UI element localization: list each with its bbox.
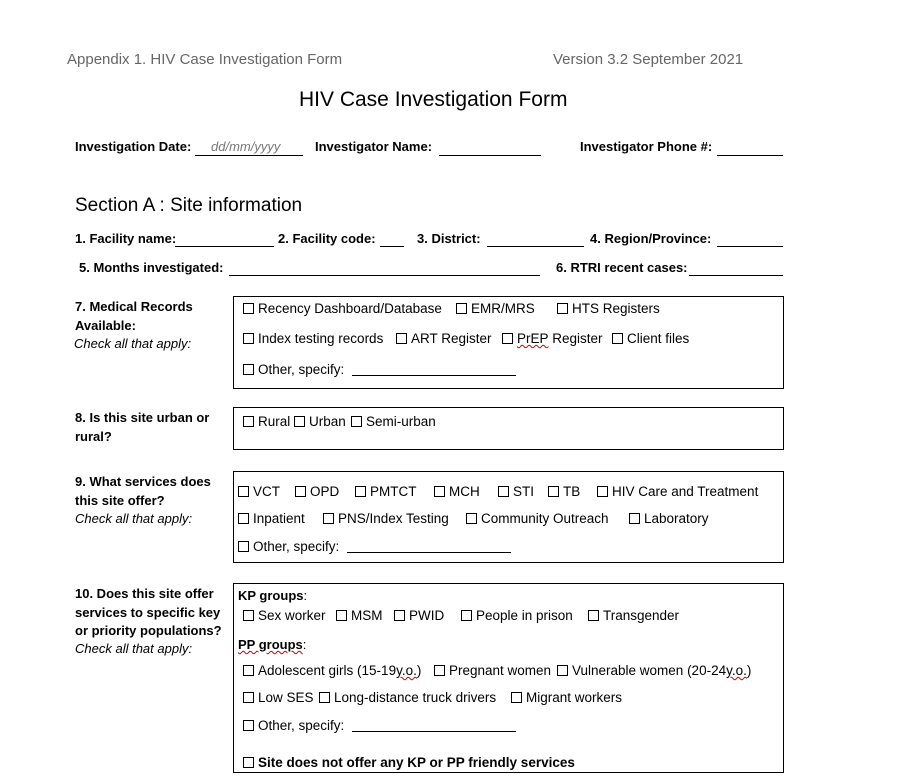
option-label: Site does not offer any KP or PP friendly services bbox=[258, 755, 575, 770]
checkbox[interactable] bbox=[238, 486, 249, 497]
checkbox[interactable] bbox=[511, 692, 522, 703]
q9-label-line1: 9. What services does bbox=[75, 474, 211, 489]
facility-name-field[interactable] bbox=[175, 246, 274, 247]
checkbox[interactable] bbox=[461, 610, 472, 621]
checkbox[interactable] bbox=[238, 541, 249, 552]
option-adolescent-girls[interactable] bbox=[243, 663, 421, 678]
option-label: MSM bbox=[351, 608, 383, 623]
option-label: Pregnant women bbox=[449, 663, 552, 678]
facility-code-label: 2. Facility code: bbox=[278, 231, 376, 246]
option-tb[interactable] bbox=[548, 484, 580, 499]
investigator-phone-label: Investigator Phone #: bbox=[580, 139, 713, 154]
option-semi-urban[interactable] bbox=[351, 414, 436, 429]
option-transgender[interactable] bbox=[588, 608, 679, 623]
option-index-testing-records[interactable] bbox=[243, 331, 383, 346]
option-label: EMR/MRS bbox=[471, 301, 535, 316]
checkbox[interactable] bbox=[243, 416, 254, 427]
option-label: Index testing records bbox=[258, 331, 384, 346]
option-label: Rural bbox=[258, 414, 291, 429]
checkbox[interactable] bbox=[243, 757, 254, 768]
option-label: ) bbox=[416, 663, 422, 678]
checkbox[interactable] bbox=[243, 720, 254, 731]
months-investigated-label: 5. Months investigated: bbox=[79, 260, 224, 275]
checkbox[interactable] bbox=[243, 303, 254, 314]
option-label: STI bbox=[513, 484, 535, 499]
option-community-outreach[interactable] bbox=[466, 511, 609, 526]
option-hiv-care[interactable] bbox=[597, 484, 758, 499]
pp-groups-title: PP groups: bbox=[238, 637, 307, 652]
option-other-specify[interactable] bbox=[243, 362, 516, 377]
checkbox[interactable] bbox=[588, 610, 599, 621]
option-pns-index-testing[interactable] bbox=[323, 511, 449, 526]
q10-label-line1: 10. Does this site offer bbox=[75, 586, 214, 601]
checkbox[interactable] bbox=[612, 333, 623, 344]
option-urban[interactable] bbox=[294, 414, 346, 429]
option-label: PWID bbox=[409, 608, 445, 623]
option-label: y.o. bbox=[396, 663, 417, 678]
version-header: Version 3.2 September 2021 bbox=[553, 51, 744, 68]
option-label: y.o. bbox=[726, 663, 747, 678]
checkbox[interactable] bbox=[243, 692, 254, 703]
option-emr-mrs[interactable] bbox=[456, 301, 535, 316]
q10-hint: Check all that apply: bbox=[75, 641, 193, 656]
other-specify-field[interactable] bbox=[352, 719, 516, 732]
checkbox[interactable] bbox=[319, 692, 330, 703]
checkbox[interactable] bbox=[434, 665, 445, 676]
option-vct[interactable] bbox=[238, 484, 280, 499]
option-hts-registers[interactable] bbox=[557, 301, 660, 316]
option-label: PNS/Index Testing bbox=[338, 511, 449, 526]
option-people-in-prison[interactable] bbox=[461, 608, 573, 623]
option-other-specify[interactable] bbox=[238, 539, 511, 554]
checkbox[interactable] bbox=[597, 486, 608, 497]
option-label: Low SES bbox=[258, 690, 314, 705]
option-label: ART Register bbox=[411, 331, 492, 346]
other-specify-field[interactable] bbox=[347, 540, 511, 553]
other-specify-field[interactable] bbox=[352, 363, 516, 376]
option-label: VCT bbox=[253, 484, 280, 499]
checkbox[interactable] bbox=[323, 513, 334, 524]
checkbox[interactable] bbox=[394, 610, 405, 621]
q8-label-line2: rural? bbox=[75, 429, 112, 444]
option-art-register[interactable] bbox=[396, 331, 492, 346]
checkbox[interactable] bbox=[238, 513, 249, 524]
kp-groups-title: KP groups: bbox=[238, 588, 308, 603]
district-field[interactable] bbox=[487, 246, 584, 247]
option-label: HTS Registers bbox=[572, 301, 660, 316]
option-label: Adolescent girls (15-19 bbox=[258, 663, 397, 678]
district-label: 3. District: bbox=[417, 231, 481, 246]
option-label: TB bbox=[563, 484, 581, 499]
option-opd[interactable] bbox=[295, 484, 339, 499]
option-label: OPD bbox=[310, 484, 340, 499]
investigator-phone-field[interactable] bbox=[717, 155, 783, 156]
option-vulnerable-women[interactable] bbox=[557, 663, 751, 678]
option-laboratory[interactable] bbox=[629, 511, 709, 526]
option-label: Transgender bbox=[603, 608, 680, 623]
checkbox[interactable] bbox=[456, 303, 467, 314]
q7-label-line2: Available: bbox=[75, 318, 136, 333]
option-other-specify[interactable] bbox=[243, 718, 516, 733]
rtri-cases-field[interactable] bbox=[689, 275, 783, 276]
option-label: HIV Care and Treatment bbox=[612, 484, 759, 499]
option-label: Semi-urban bbox=[366, 414, 436, 429]
checkbox[interactable] bbox=[243, 665, 254, 676]
option-label: Vulnerable women (20-24 bbox=[572, 663, 727, 678]
option-recency-dashboard[interactable] bbox=[243, 301, 442, 316]
investigation-date-field[interactable]: dd/mm/yyyy bbox=[211, 139, 281, 154]
region-field[interactable] bbox=[717, 246, 783, 247]
option-label: Long-distance truck drivers bbox=[334, 690, 497, 705]
option-label: People in prison bbox=[476, 608, 573, 623]
months-investigated-field[interactable] bbox=[229, 275, 540, 276]
option-truck-drivers[interactable] bbox=[319, 690, 496, 705]
investigator-name-field[interactable] bbox=[439, 155, 541, 156]
option-client-files[interactable] bbox=[612, 331, 689, 346]
option-mch[interactable] bbox=[434, 484, 480, 499]
checkbox[interactable] bbox=[548, 486, 559, 497]
checkbox[interactable] bbox=[629, 513, 640, 524]
section-a-title: Section A : Site information bbox=[75, 195, 303, 216]
checkbox[interactable] bbox=[355, 486, 366, 497]
option-no-kp-pp-services[interactable] bbox=[243, 755, 575, 770]
option-label: Inpatient bbox=[253, 511, 305, 526]
option-msm[interactable] bbox=[336, 608, 383, 623]
checkbox[interactable] bbox=[351, 416, 362, 427]
q10-label-line3: or priority populations? bbox=[75, 623, 222, 638]
option-label: Community Outreach bbox=[481, 511, 609, 526]
option-label: PMTCT bbox=[370, 484, 417, 499]
option-label: Client files bbox=[627, 331, 690, 346]
q9-label-line2: this site offer? bbox=[75, 493, 165, 508]
option-label: Laboratory bbox=[644, 511, 709, 526]
option-inpatient[interactable] bbox=[238, 511, 305, 526]
appendix-header: Appendix 1. HIV Case Investigation Form bbox=[67, 51, 343, 68]
facility-code-field[interactable] bbox=[380, 246, 404, 247]
investigation-date-label: Investigation Date: bbox=[75, 139, 192, 154]
option-label: PrEP bbox=[517, 331, 549, 346]
option-rural[interactable] bbox=[243, 414, 290, 429]
option-label: Other, specify: bbox=[258, 362, 345, 377]
q10-label-line2: services to specific key bbox=[75, 605, 221, 620]
option-pregnant-women[interactable] bbox=[434, 663, 551, 678]
facility-name-label: 1. Facility name: bbox=[75, 231, 177, 246]
q7-label-line1: 7. Medical Records bbox=[75, 299, 193, 314]
investigation-date-line bbox=[195, 155, 303, 156]
checkbox[interactable] bbox=[434, 486, 445, 497]
option-label: Other, specify: bbox=[258, 718, 345, 733]
investigator-name-label: Investigator Name: bbox=[315, 139, 433, 154]
option-label: MCH bbox=[449, 484, 480, 499]
option-sti[interactable] bbox=[498, 484, 534, 499]
checkbox[interactable] bbox=[502, 333, 513, 344]
option-label: Sex worker bbox=[258, 608, 326, 623]
checkbox[interactable] bbox=[466, 513, 477, 524]
form-title: HIV Case Investigation Form bbox=[299, 88, 568, 111]
checkbox[interactable] bbox=[396, 333, 407, 344]
q7-hint: Check all that apply: bbox=[74, 336, 192, 351]
region-label: 4. Region/Province: bbox=[590, 231, 712, 246]
option-label: Migrant workers bbox=[526, 690, 623, 705]
checkbox[interactable] bbox=[498, 486, 509, 497]
option-low-ses[interactable] bbox=[243, 690, 314, 705]
checkbox[interactable] bbox=[295, 486, 306, 497]
option-migrant-workers[interactable] bbox=[511, 690, 622, 705]
checkbox[interactable] bbox=[294, 416, 305, 427]
option-pmtct[interactable] bbox=[355, 484, 417, 499]
q8-label-line1: 8. Is this site urban or bbox=[75, 410, 210, 425]
checkbox[interactable] bbox=[243, 610, 254, 621]
rtri-cases-label: 6. RTRI recent cases: bbox=[556, 260, 688, 275]
option-prep-register[interactable] bbox=[502, 331, 603, 346]
option-pwid[interactable] bbox=[394, 608, 444, 623]
q9-hint: Check all that apply: bbox=[75, 511, 193, 526]
checkbox[interactable] bbox=[243, 364, 254, 375]
option-label: Register bbox=[552, 331, 603, 346]
checkbox[interactable] bbox=[557, 303, 568, 314]
option-label: ) bbox=[746, 663, 752, 678]
checkbox[interactable] bbox=[557, 665, 568, 676]
checkbox[interactable] bbox=[336, 610, 347, 621]
option-label: Recency Dashboard/Database bbox=[258, 301, 442, 316]
option-sex-worker[interactable] bbox=[243, 608, 326, 623]
checkbox[interactable] bbox=[243, 333, 254, 344]
option-label: Urban bbox=[309, 414, 346, 429]
option-label: Other, specify: bbox=[253, 539, 340, 554]
